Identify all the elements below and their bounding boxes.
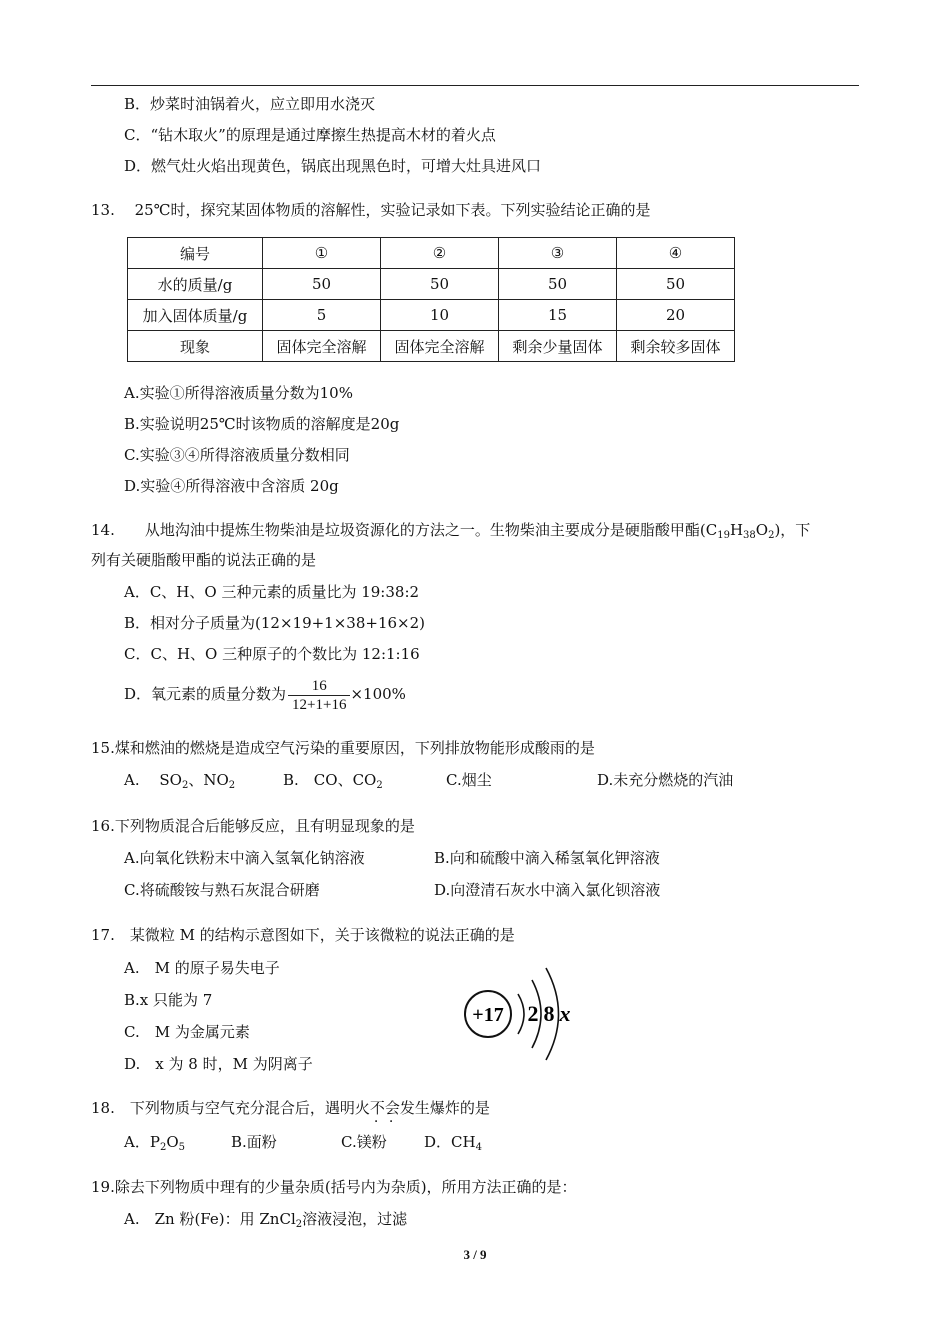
q17-option-d: D. x 为 8 时，M 为阴离子 [124, 1055, 313, 1073]
table-header-cell: ④ [617, 238, 735, 269]
table-header-cell: 编号 [128, 238, 263, 269]
q15-option-b: B. CO、$CO_2$ [283, 771, 383, 791]
q14-option-c: C．C、H、O 三种原子的个数比为 12:1:16 [124, 645, 420, 663]
q17-option-c: C. M 为金属元素 [124, 1023, 250, 1041]
table-cell: 水的质量/g [128, 269, 263, 300]
q17-option-a: A. M 的原子易失电子 [124, 959, 280, 977]
q18-option-b: B.面粉 [231, 1133, 277, 1151]
table-header-cell: ③ [499, 238, 617, 269]
q14-option-a: A．C、H、O 三种元素的质量比为 19:38:2 [124, 583, 420, 601]
q16-option-c: C.将硫酸铵与熟石灰混合研磨 [124, 881, 320, 899]
q19-option-a: A. Zn 粉(Fe)：用 ZnCl$_2$溶液浸泡，过滤 [124, 1210, 408, 1230]
table-cell: 10 [381, 300, 499, 331]
table-cell: 固体完全溶解 [381, 331, 499, 362]
shell2-count: 8 [543, 1001, 555, 1026]
page-number: 3 / 9 [463, 1247, 487, 1262]
table-cell: 50 [263, 269, 381, 300]
q17-option-b: B.x 只能为 7 [124, 991, 213, 1009]
table-cell: 50 [381, 269, 499, 300]
table-cell: 50 [499, 269, 617, 300]
q16-option-b: B.向和硫酸中滴入稀氢氧化钾溶液 [434, 849, 660, 867]
q12-option-c: C．“钻木取火”的原理是通过摩擦生热提高木材的着火点 [124, 126, 496, 144]
table-row [128, 269, 735, 300]
table-cell: 剩余较多固体 [617, 331, 735, 362]
table-cell: 加入固体质量/g [128, 300, 263, 331]
q13-option-d: D.实验④所得溶液中含溶质 20g [124, 477, 339, 495]
q13-option-a: A.实验①所得溶液质量分数为10% [124, 384, 353, 402]
table-cell: 现象 [128, 331, 263, 362]
q16-stem: 16.下列物质混合后能够反应，且有明显现象的是 [91, 817, 415, 835]
shell1-count: 2 [527, 1001, 539, 1026]
q18-option-d: D．$CH_4$ [424, 1133, 482, 1153]
table-header-cell: ① [263, 238, 381, 269]
q14-stem: 14. 从地沟油中提炼生物柴油是垃圾资源化的方法之一。生物柴油主要成分是硬脂酸甲酯$(C_{19}H_{38}O_2)$，下 [91, 521, 811, 541]
q15-stem: 15.煤和燃油的燃烧是造成空气污染的重要原因，下列排放物能形成酸雨的是 [91, 739, 595, 757]
table-cell: 50 [617, 269, 735, 300]
emphasis-dot-char: 会 [384, 1099, 400, 1117]
q15-option-c: C.烟尘 [446, 771, 492, 789]
table-row [128, 331, 735, 362]
shell3-count: x [559, 1001, 571, 1026]
q14-option-b: B．相对分子质量为(12×19+1×38+16×2) [124, 614, 426, 632]
q12-option-d: D．燃气灶火焰出现黄色，锅底出现黑色时，可增大灶具进风口 [124, 157, 542, 175]
q18-option-a: A．$P_2O_5$ [124, 1133, 185, 1153]
table-row [128, 300, 735, 331]
experiment-table [127, 237, 735, 362]
table-cell: 固体完全溶解 [263, 331, 381, 362]
q16-option-a: A.向氧化铁粉末中滴入氢氧化钠溶液 [124, 849, 365, 867]
q19-stem: 19.除去下列物质中理有的少量杂质(括号内为杂质)，所用方法正确的是： [91, 1178, 577, 1196]
q18-stem: 18. 下列物质与空气充分混合后，遇明火不会发生爆炸的是 [91, 1099, 490, 1117]
q15-option-d: D.未充分燃烧的汽油 [597, 771, 734, 789]
q13-stem: 13. 25℃时，探究某固体物质的溶解性，实验记录如下表。下列实验结论正确的是 [91, 201, 651, 219]
emphasis-dot-char: 不 [369, 1099, 385, 1117]
atomic-structure-diagram [458, 960, 588, 1070]
q14-stem-line2: 列有关硬脂酸甲酯的说法正确的是 [91, 551, 317, 569]
q14-option-d: D．氧元素的质量分数为 $\frac{16}{12+1+16}$ ×100% [124, 677, 406, 713]
fraction: $\frac{16}{12+1+16}$ [288, 677, 350, 714]
electron-shell-arc [518, 994, 524, 1034]
q13-option-b: B.实验说明25℃时该物质的溶解度是20g [124, 415, 400, 433]
table-header-cell: ② [381, 238, 499, 269]
table-cell: 剩余少量固体 [499, 331, 617, 362]
q12-option-b: B．炒菜时油锅着火，应立即用水浇灭 [124, 95, 376, 113]
q18-option-c: C.镁粉 [341, 1133, 387, 1151]
nucleus-charge: +17 [472, 1004, 504, 1026]
table-row [128, 238, 735, 269]
q15-option-a: A. $SO_2$、$NO_2$ [124, 771, 236, 791]
q16-option-d: D.向澄清石灰水中滴入氯化钡溶液 [434, 881, 661, 899]
table-cell: 20 [617, 300, 735, 331]
header-rule [91, 85, 859, 86]
table-cell: 5 [263, 300, 381, 331]
table-cell: 15 [499, 300, 617, 331]
q17-stem: 17. 某微粒 M 的结构示意图如下，关于该微粒的说法正确的是 [91, 926, 515, 944]
q13-option-c: C.实验③④所得溶液质量分数相同 [124, 446, 350, 464]
